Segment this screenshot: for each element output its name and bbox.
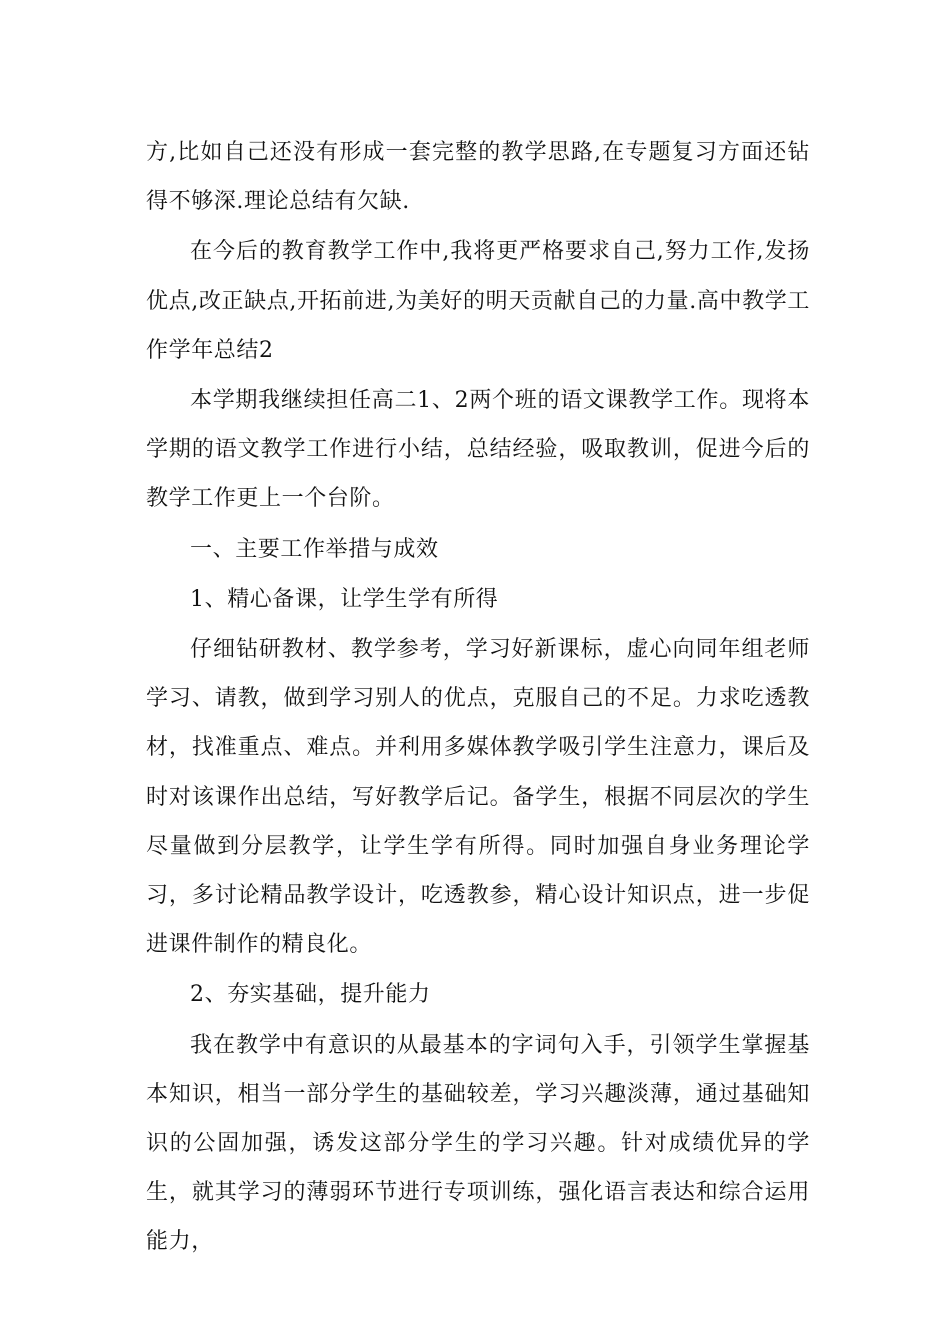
subheading-foundation: 2、夯实基础，提升能力 — [190, 982, 431, 1008]
document-page — [146, 128, 810, 1268]
subheading-lesson-preparation: 1、精心备课，让学生学有所得 — [190, 586, 499, 612]
paragraph-continuation: 方,比如自己还没有形成一套完整的教学思路,在专题复习方面还钻得不够深.理论总结有欠缺. — [146, 140, 810, 215]
paragraph-foundation: 我在教学中有意识的从最基本的字词句入手，引领学生掌握基本知识，相当一部分学生的基础较差，学习兴趣淡薄，通过基础知识的公固加强，诱发这部分学生的学习兴趣。针对成绩优异的学生，就其学习的薄弱环节进行专项训练，强化语言表达和综合运用能力， — [146, 1032, 810, 1255]
paragraph-lesson-preparation: 仔细钻研教材、教学参考，学习好新课标，虚心向同年组老师学习、请教，做到学习别人的优点，克服自己的不足。力求吃透教材，找准重点、难点。并利用多媒体教学吸引学生注意力，课后及时对该课作出总结，写好教学后记。备学生，根据不同层次的学生尽量做到分层教学，让学生学有所得。同时加强自身业务理论学习，多讨论精品教学设计，吃透教参，精心设计知识点，进一步促进课件制作的精良化。 — [146, 637, 810, 958]
paragraph-future-work: 在今后的教育教学工作中,我将更严格要求自己,努力工作,发扬优点,改正缺点,开拓前进,为美好的明天贡献自己的力量.高中教学工作学年总结2 — [146, 239, 810, 363]
paragraph-intro: 本学期我继续担任高二1、2两个班的语文课教学工作。现将本学期的语文教学工作进行小结，总结经验，吸取教训，促进今后的教学工作更上一个台阶。 — [146, 388, 810, 512]
section-heading-main-measures: 一、主要工作举措与成效 — [190, 536, 439, 562]
